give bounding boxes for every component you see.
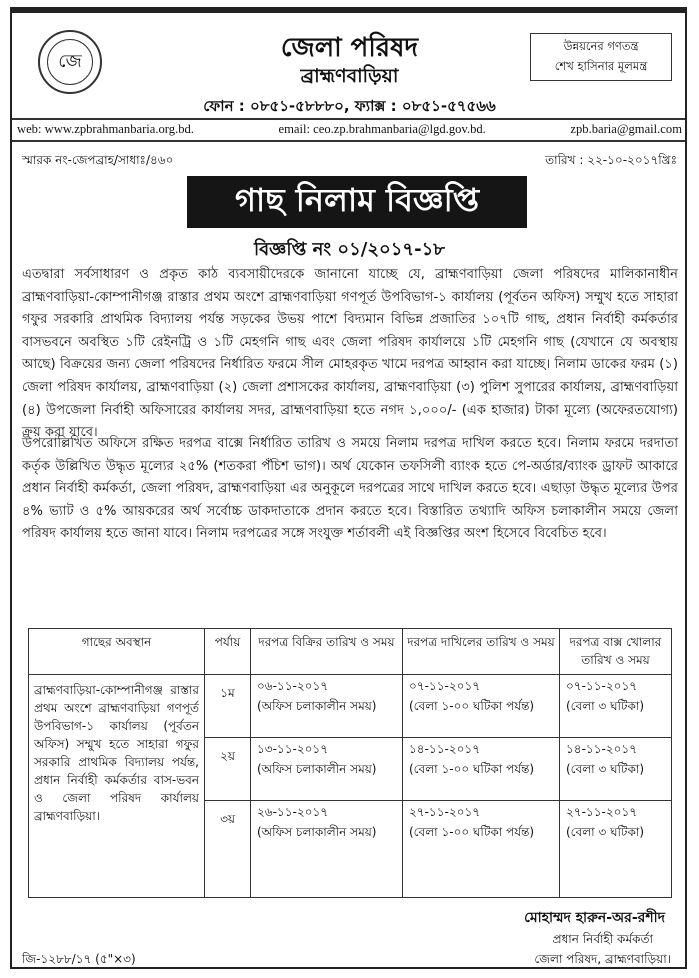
open-time: (বেলা ৩ ঘটিকা) — [566, 825, 645, 839]
open-time: (বেলা ৩ ঘটিকা) — [566, 699, 645, 713]
signatory-designation: প্রধান নির্বাহী কর্মকর্তা — [552, 932, 653, 946]
website-link[interactable]: web: www.zpbrahmanbaria.org.bd. — [17, 122, 194, 136]
reference-code: জি-১২৮৮/১৭ (৫"×৩) — [22, 952, 136, 966]
submit-time: (বেলা ১-০০ ঘটিকা পর্যন্ত) — [409, 825, 535, 839]
submit-time: (বেলা ১-০০ ঘটিকা পর্যন্ত) — [409, 762, 535, 776]
memo-number: স্মারক নং-জেপব্রাহ/সাধাঃ/৪৬০ — [22, 153, 174, 167]
slogan-line-1: উন্নয়নের গণতন্ত্র — [563, 39, 639, 53]
stage-cell: ৩য় — [205, 801, 251, 898]
open-cell — [560, 738, 672, 801]
header-location: গাছের অবস্থান — [29, 629, 205, 675]
open-date: ০৭-১১-২০১৭ — [566, 679, 638, 693]
sale-cell — [251, 675, 403, 738]
body-paragraph-1: এতদ্বারা সর্বসাধারণ ও প্রকৃত কাঠ ব্যবসায়ীদেরকে জানানো যাচ্ছে যে, ব্রাহ্মণবাড়িয়া জেলা পরিষদের মালিকানাধীন ব্রাহ্মণবাড়িয়া-কোম্পানীগঞ্জ রাস্তার প্রথম অংশে ব্রাহ্মণবাড়িয়া গণপূর্ত উপবিভাগ-১ কার্যালয় (পূর্বতন অফিস) সম্মুখ হতে সাহারা গফুর সরকারি প্রাথমিক বিদ্যালয় পর্যন্ত সড়কের উভয় পাশে বিদ্যমান বিভিন্ন প্রজাতির ১০৭টি গাছ, প্রধান নির্বাহী কর্মকর্তার বাসভবনে অবস্থিত ১টি রেইনট্রি ও ১টি মেহগনি গাছ এবং জেলা পরিষদ কার্যালয়ে ১টি মেহগনি গাছ (যেখানে যে অবস্থায় আছে) বিক্রয়ের জন্য জেলা পরিষদের নির্ধারিত ফরমে সীল মোহরকৃত খামে দরপত্র আহ্বান করা যাচ্ছে। নিলাম ডাকের ফরম (১) জেলা পরিষদ কার্যালয়, ব্রাহ্মণবাড়িয়া (২) জেলা প্রশাসকের কার্যালয়, ব্রাহ্মণবাড়িয়া (৩) পুলিশ সুপারের কার্যালয়, ব্রাহ্মণবাড়িয়া (৪) উপজেলা নির্বাহী অফিসারের কার্যালয় সদর, ব্রাহ্মণবাড়িয়া হতে নগদ ১,০০০/- (এক হাজার) টাকা মূল্যে (অফেরতযোগ্য) ক্রয় করা যাবে। — [22, 267, 678, 441]
submit-time: (বেলা ১-০০ ঘটিকা পর্যন্ত) — [409, 699, 535, 713]
submit-date: ১৪-১১-২০১৭ — [409, 742, 481, 756]
signatory-office: জেলা পরিষদ, ব্রাহ্মণবাড়িয়া। — [534, 952, 671, 966]
slogan-box — [530, 33, 672, 81]
open-date: ১৪-১১-২০১৭ — [566, 742, 638, 756]
org-name: জেলা পরিষদ — [280, 33, 419, 63]
open-cell — [560, 801, 672, 898]
sale-time: (অফিস চলাকালীন সময়) — [257, 699, 377, 713]
issue-date: তারিখ : ২২-১০-২০১৭খ্রিঃ — [545, 153, 677, 167]
stage-cell: ২য় — [205, 738, 251, 801]
submit-date: ২৭-১১-২০১৭ — [409, 805, 481, 819]
gmail-link[interactable]: zpb.baria@gmail.com — [570, 122, 682, 136]
notice-title-text: গাছ নিলাম বিজ্ঞপ্তি — [234, 181, 480, 219]
email-link[interactable]: email: ceo.zp.brahmanbaria@lgd.gov.bd. — [278, 122, 486, 136]
open-cell — [560, 675, 672, 738]
seal-monogram: জে — [58, 50, 82, 72]
open-date: ২৭-১১-২০১৭ — [566, 805, 638, 819]
tree-location: ব্রাহ্মণবাড়িয়া-কোম্পানীগঞ্জ রাস্তার প্রথম অংশে ব্রাহ্মণবাড়িয়া গণপূর্ত উপবিভাগ-১ কার্যালয় (পূর্বতন অফিস) সম্মুখ হতে সাহারা গফুর সরকারি প্রাথমিক বিদ্যালয় পর্যন্ত, প্রধান নির্বাহী কর্মকর্তার বাস-ভবন ও জেলা পরিষদ কার্যালয় ব্রাহ্মণবাড়িয়া। — [29, 675, 205, 898]
sale-cell — [251, 801, 403, 898]
header-stage: পর্যায় — [205, 629, 251, 675]
submit-cell — [403, 675, 560, 738]
sale-time: (অফিস চলাকালীন সময়) — [257, 762, 377, 776]
notice-number: বিজ্ঞপ্তি নং ০১/২০১৭-১৮ — [254, 239, 445, 260]
submit-date: ০৭-১১-২০১৭ — [409, 679, 481, 693]
submit-cell — [403, 801, 560, 898]
submit-cell — [403, 738, 560, 801]
schedule-table — [28, 628, 672, 898]
notice-title — [187, 176, 527, 228]
contact-line — [17, 122, 682, 137]
sale-date: ২৬-১১-২০১৭ — [257, 805, 329, 819]
signatory-name: মোহাম্মদ হারুন-অর-রশীদ — [524, 910, 665, 926]
table-row — [29, 675, 672, 738]
table-header-row — [29, 629, 672, 675]
header-sale-date: দরপত্র বিক্রির তারিখ ও সময় — [251, 629, 403, 675]
sale-cell — [251, 738, 403, 801]
org-place: ব্রাহ্মণবাড়িয়া — [300, 65, 399, 87]
sale-time: (অফিস চলাকালীন সময়) — [257, 825, 377, 839]
slogan-line-2: শেখ হাসিনার মূলমন্ত্র — [554, 59, 648, 73]
sale-date: ০৬-১১-২০১৭ — [257, 679, 329, 693]
header-divider-top — [12, 118, 685, 120]
sale-date: ১৩-১১-২০১৭ — [257, 742, 329, 756]
header-open-date: দরপত্র বাক্স খোলার তারিখ ও সময় — [560, 629, 672, 675]
header-submit-date: দরপত্র দাখিলের তারিখ ও সময় — [403, 629, 560, 675]
open-time: (বেলা ৩ ঘটিকা) — [566, 762, 645, 776]
phone-fax: ফোন : ০৮৫১-৫৮৮৮০, ফ্যাক্স : ০৮৫১-৫৭৫৬৬ — [203, 97, 496, 115]
body-paragraph-2: উপরোল্লিখিত অফিসে রক্ষিত দরপত্র বাক্সে নির্ধারিত তারিখ ও সময়ে নিলাম দরপত্র দাখিল করতে হবে। নিলাম ফরমে দরদাতা কর্তৃক উল্লিখিত উদ্ধৃত মূল্যের ২৫% (শতকরা পঁচিশ ভাগ)। অর্থ যেকোন তফসিলী ব্যাংক হতে পে-অর্ডার/ব্যাংক ড্রাফট আকারে প্রধান নির্বাহী কর্মকর্তা, জেলা পরিষদ, ব্রাহ্মণবাড়িয়া এর অনুকূলে দরপত্রের সাথে দাখিল করতে হবে। এছাড়া উদ্ধৃত মূল্যের উপর ৪% ভ্যাট ও ৫% আয়করের অর্থ সর্বোচ্চ ডাকদাতাকে প্রদান করতে হবে। বিস্তারিত তথ্যাদি অফিস চলাকালীন সময়ে জেলা পরিষদ কার্যালয় হতে জানা যাবে। নিলাম দরপত্রের সঙ্গে সংযুক্ত শর্তাবলী এই বিজ্ঞপ্তির অংশ হিসেবে বিবেচিত হবে। — [22, 436, 678, 542]
header-divider-bottom — [12, 140, 685, 142]
stage-cell: ১ম — [205, 675, 251, 738]
